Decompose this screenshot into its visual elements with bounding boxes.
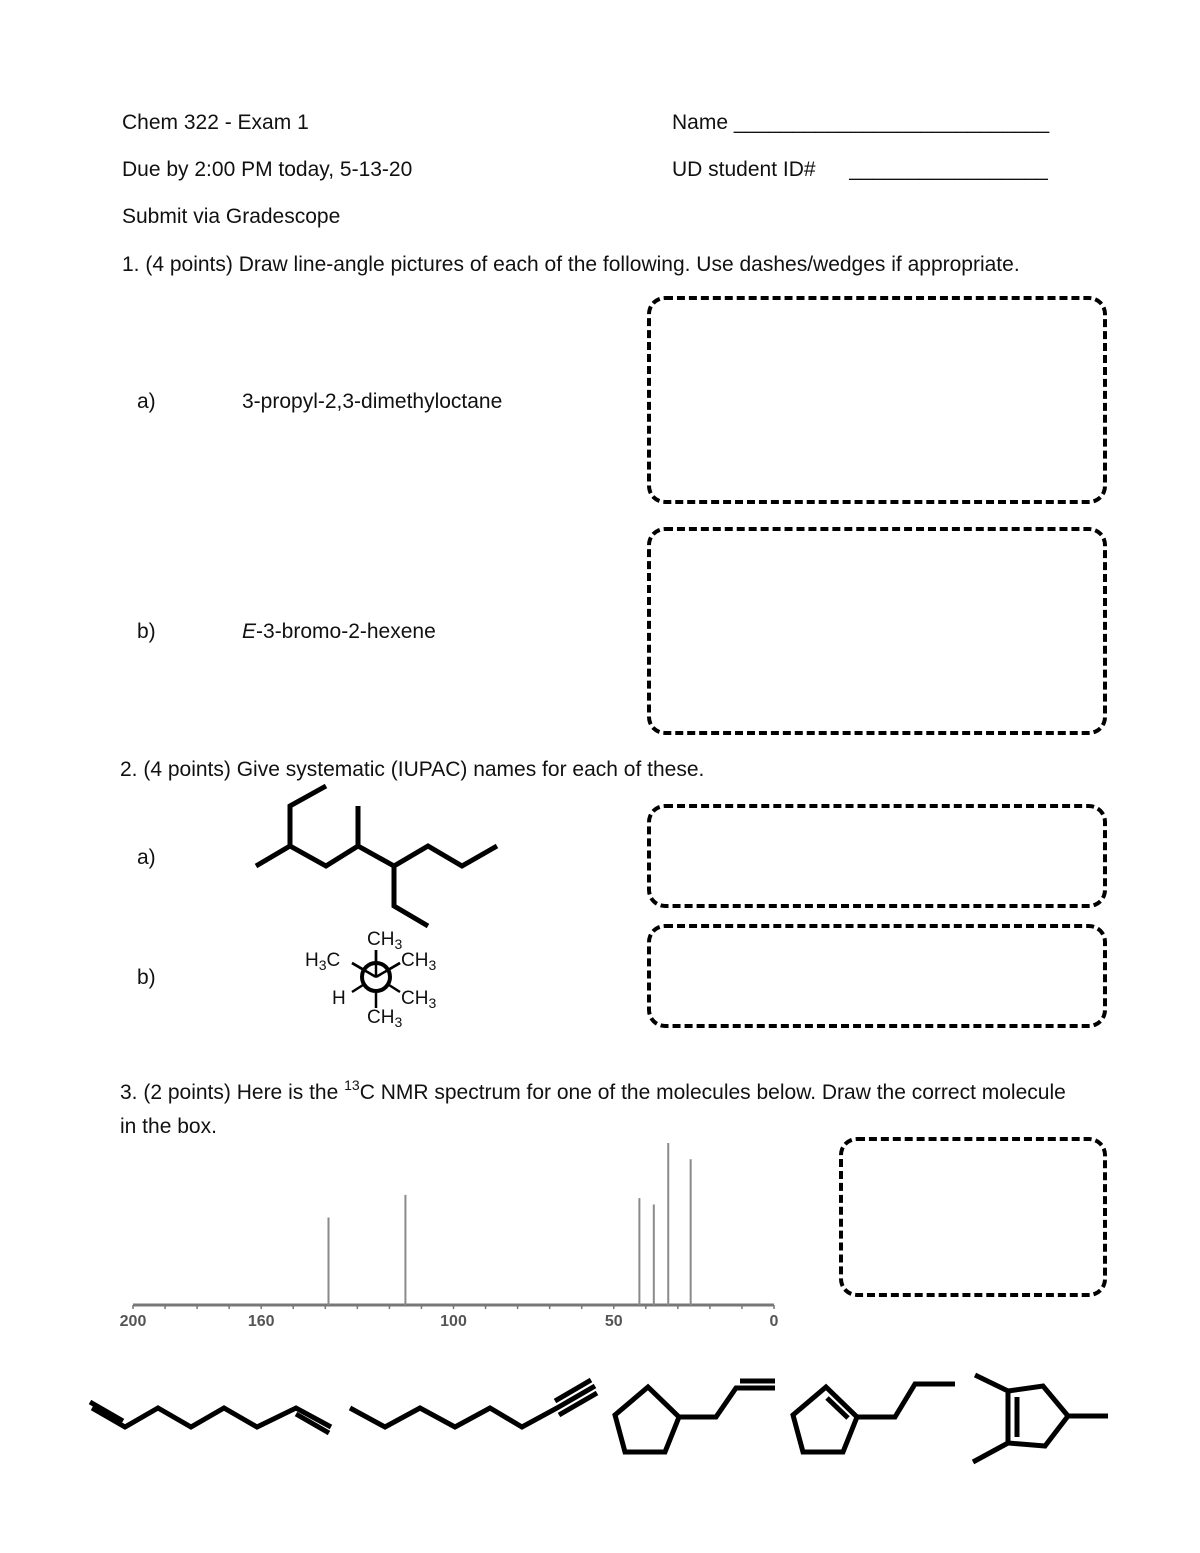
candidate-allylcyclopentane xyxy=(615,1381,775,1452)
name-label: Name xyxy=(672,111,729,134)
newman-back-left-group: H xyxy=(332,988,346,1009)
q1a-compound-name: 3-propyl-2,3-dimethyloctane xyxy=(242,390,503,413)
q2a-answer-box[interactable] xyxy=(647,804,1107,908)
candidate-octadiene xyxy=(90,1402,331,1433)
q1a-label: a) xyxy=(137,390,156,413)
nmr-tick-label: 100 xyxy=(440,1313,467,1330)
q1b-answer-box[interactable] xyxy=(647,527,1107,735)
newman-front-right-group: $CH_3$ xyxy=(401,950,437,973)
nmr-tick-label: 50 xyxy=(604,1313,623,1330)
newman-front-left-group: $H_3C$ xyxy=(305,950,341,973)
newman-back-bottom-group: $CH_3$ xyxy=(367,1007,403,1030)
name-blank: ___________________________ xyxy=(733,111,1050,134)
stereo-descriptor: E xyxy=(242,620,257,643)
nmr-tick-label: 160 xyxy=(247,1313,275,1330)
q1-prompt: 1. (4 points) Draw line-angle pictures of each of the following. Use dashes/wedges if appropriate. xyxy=(122,253,1020,276)
candidate-propylcyclopentene xyxy=(793,1384,955,1452)
exam-title: Chem 322 - Exam 1 xyxy=(122,111,309,134)
due-date: Due by 2:00 PM today, 5-13-20 xyxy=(122,158,413,181)
q3-prompt: 3. (2 points) Here is the $^{13}$C NMR spectrum for one of the molecules below. Draw the correct molecule in the box. xyxy=(120,1077,1066,1138)
submit-instructions: Submit via Gradescope xyxy=(122,205,341,228)
q1b-label: b) xyxy=(137,620,156,643)
q2-prompt: 2. (4 points) Give systematic (IUPAC) names for each of these. xyxy=(120,758,705,781)
q2a-label: a) xyxy=(137,846,156,869)
student-id-blank: _________________ xyxy=(849,158,1048,181)
nmr-tick-label: 200 xyxy=(119,1313,147,1330)
newman-front-top-group: $CH_3$ xyxy=(367,929,403,952)
student-id-field[interactable] xyxy=(672,157,1048,183)
nmr-spectrum-chart xyxy=(110,1135,790,1335)
q1b-compound-name xyxy=(242,619,436,645)
nmr-tick-label: 0 xyxy=(769,1313,779,1330)
candidate-octyne xyxy=(350,1380,597,1427)
q2b-label: b) xyxy=(137,966,156,989)
name-field[interactable] xyxy=(672,110,1049,136)
q2b-answer-box[interactable] xyxy=(647,924,1107,1028)
student-id-label: UD student ID# xyxy=(672,158,816,181)
q3-answer-box[interactable] xyxy=(839,1137,1107,1297)
candidate-molecules xyxy=(80,1370,1120,1480)
candidate-trimethylcyclopentene xyxy=(973,1375,1108,1462)
q1a-answer-box[interactable] xyxy=(647,296,1107,504)
q1b-name-rest: -3-bromo-2-hexene xyxy=(256,620,436,643)
q2a-skeletal-structure xyxy=(250,782,506,930)
newman-back-right-group: $CH_3$ xyxy=(401,988,437,1011)
